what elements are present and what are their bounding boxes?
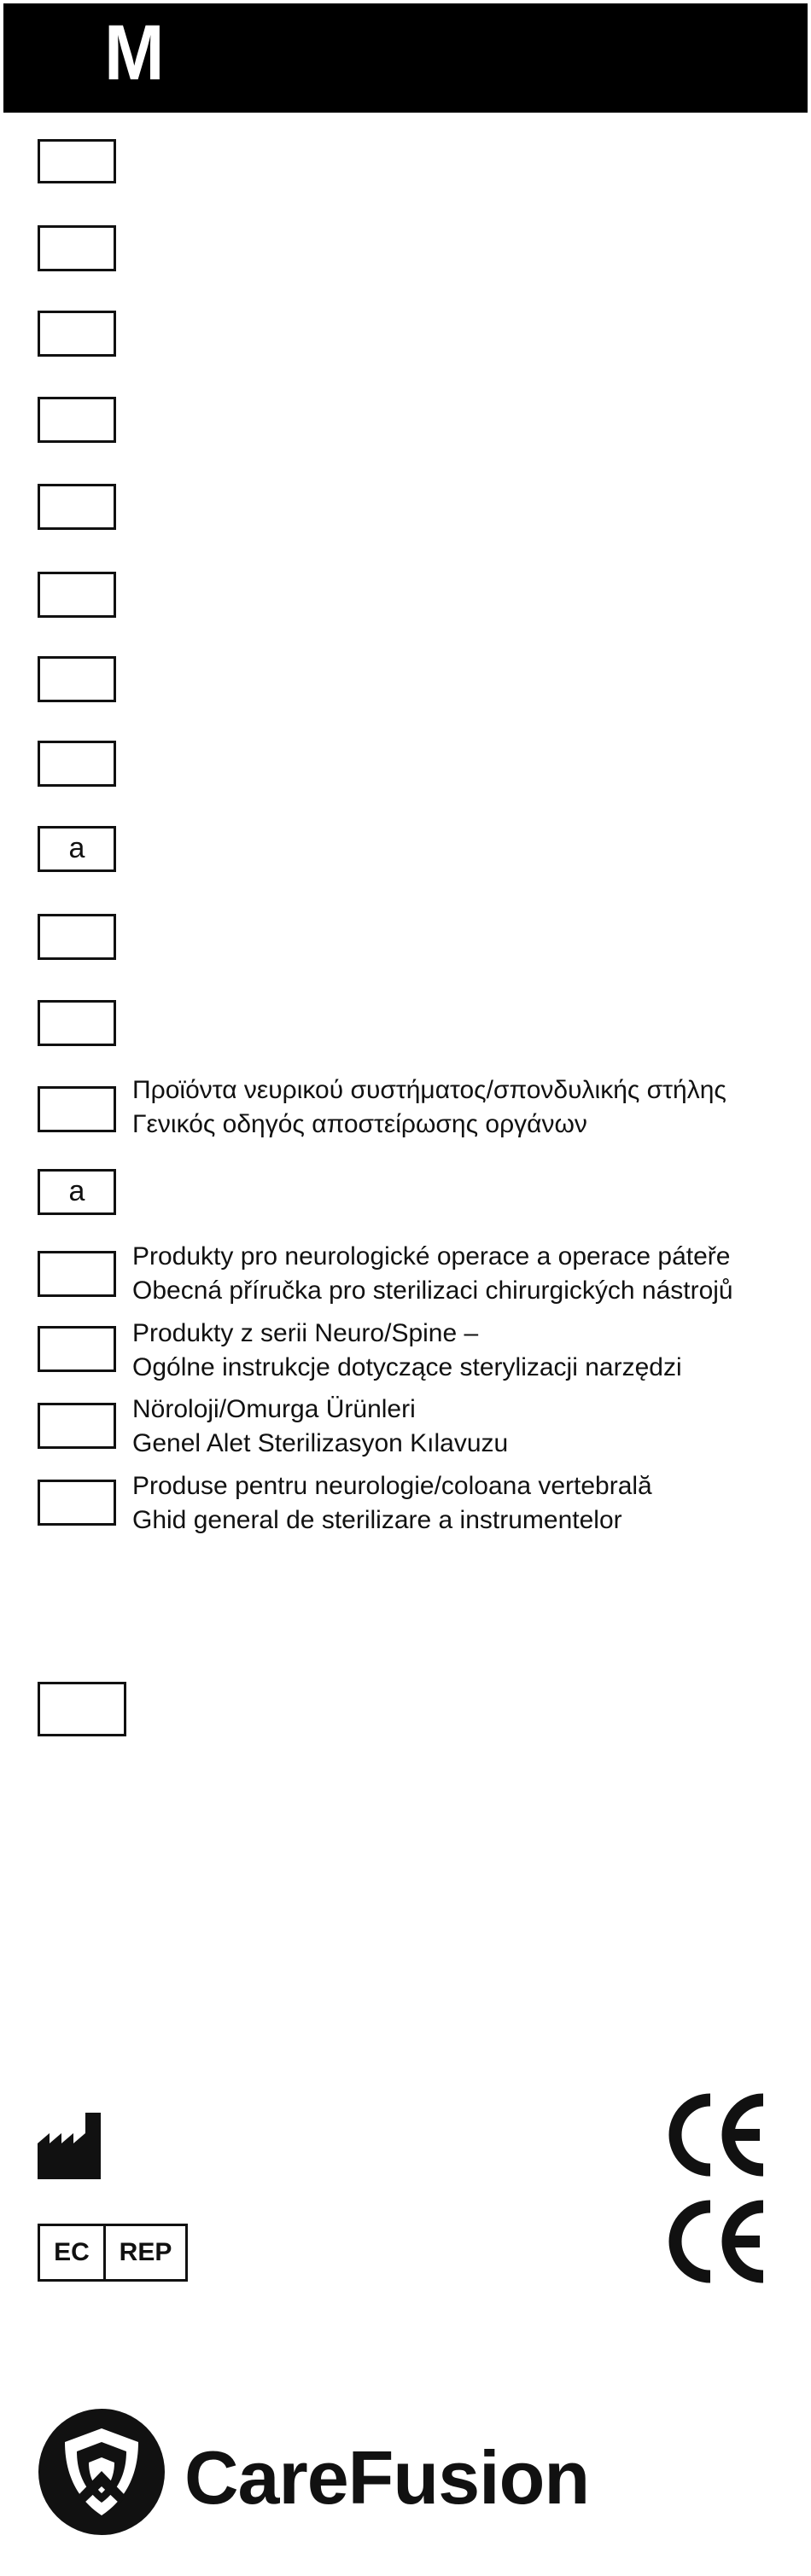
language-box [38, 1326, 116, 1372]
language-title-polish [132, 1317, 682, 1385]
language-box: a [38, 1169, 116, 1215]
language-box [38, 397, 116, 443]
guide-line: Ghid general de sterilizare a instrumentelor [132, 1506, 622, 1534]
product-line: Produkty z serii Neuro/Spine – [132, 1319, 479, 1347]
language-title-romanian [132, 1469, 652, 1538]
ec-rep-symbol [38, 2224, 188, 2282]
ce-mark-icon [662, 2199, 768, 2284]
language-box [38, 572, 116, 618]
guide-line: Ogólne instrukcje dotyczące sterylizacji narzędzi [132, 1353, 682, 1381]
language-box [38, 484, 116, 530]
language-title-czech [132, 1240, 733, 1308]
language-box [38, 656, 116, 702]
language-box [38, 225, 116, 271]
language-title-turkish [132, 1393, 508, 1461]
language-box [38, 741, 116, 787]
product-line: Προϊόντα νευρικού συστήματος/σπονδυλικής στήλης [132, 1076, 726, 1104]
header-bar [3, 3, 808, 113]
guide-line: Genel Alet Sterilizasyon Kılavuzu [132, 1429, 509, 1457]
manufacturer-icon [38, 2111, 102, 2179]
language-box [38, 914, 116, 960]
ce-mark-icon [662, 2092, 768, 2178]
language-box [38, 1682, 126, 1736]
language-box [38, 1000, 116, 1046]
language-box [38, 1086, 116, 1132]
guide-line: Γενικός οδηγός αποστείρωσης οργάνων [132, 1110, 587, 1138]
rep-label: REP [119, 2238, 172, 2266]
guide-line: Obecná příručka pro sterilizaci chirurgických nástrojů [132, 1276, 733, 1305]
product-line: Produkty pro neurologické operace a operace páteře [132, 1242, 731, 1271]
ec-label: EC [40, 2226, 106, 2279]
language-box: a [38, 826, 116, 872]
brand-name: CareFusion [184, 2435, 590, 2520]
language-title-greek [132, 1073, 726, 1142]
header-letter: M [104, 9, 165, 96]
product-line: Produse pentru neurologie/coloana vertebrală [132, 1472, 652, 1500]
language-box [38, 311, 116, 357]
language-box [38, 1480, 116, 1526]
product-line: Nöroloji/Omurga Ürünleri [132, 1395, 416, 1423]
language-box [38, 1403, 116, 1449]
language-box [38, 139, 116, 183]
language-box [38, 1251, 116, 1297]
carefusion-shield-icon [38, 2408, 166, 2536]
